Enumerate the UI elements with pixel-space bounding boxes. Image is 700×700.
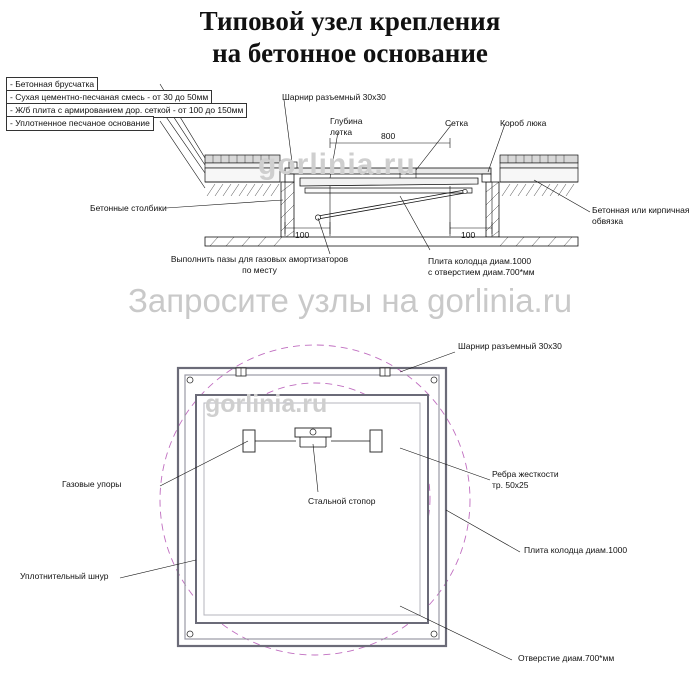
- dimension-left: 100: [295, 230, 310, 240]
- watermark-top: gorlinia.ru: [258, 148, 416, 181]
- dimension-right: 100: [461, 230, 476, 240]
- callout-mesh: Сетка: [445, 118, 469, 128]
- title-line-1: Типовой узел крепления: [199, 6, 501, 36]
- dimension-center: 800: [381, 131, 396, 141]
- ground-layers-right: [500, 155, 578, 196]
- callout-brick-binding: Бетонная или кирпичная обвязка: [592, 205, 690, 226]
- callout-opening: Отверстие диам.700*мм: [518, 653, 615, 663]
- callout-gas-stays: Газовые упоры: [62, 479, 122, 489]
- watermark-bottom: gorlinia.ru: [205, 390, 328, 418]
- legend-item-sand-base: - Уплотненное песчаное основание: [6, 116, 154, 131]
- callout-steel-stopper: Стальной стопор: [308, 496, 376, 506]
- callout-hatch-box: Короб люка: [500, 118, 547, 128]
- callout-hinge-plan: Шарнир разъемный 30х30: [458, 341, 562, 351]
- title-line-2: на бетонное основание: [212, 37, 488, 68]
- callout-gas-springs-note: Выполнить пазы для газовых амортизаторов по месту: [170, 254, 349, 275]
- watermark-middle: Запросите узлы на gorlinia.ru: [127, 282, 573, 319]
- callout-seal-cord: Уплотнительный шнур: [20, 571, 109, 581]
- callout-hinge-section: Шарнир разъемный 30х30: [282, 92, 386, 102]
- callout-well-slab-section: Плита колодца диам.1000 с отверстием диам.700*мм: [428, 256, 535, 277]
- callout-well-slab-plan: Плита колодца диам.1000: [524, 545, 628, 555]
- legend-item-rc-slab: - Ж/б плита с армированием дор. сеткой - от 100 до 150мм: [6, 103, 247, 118]
- callout-ribs: Ребра жесткости тр. 50х25: [492, 469, 559, 490]
- callout-concrete-posts: Бетонные столбики: [90, 203, 167, 213]
- well-slab: [205, 237, 578, 246]
- legend-item-paving: - Бетонная брусчатка: [6, 77, 98, 92]
- callout-tray-depth: Глубина лотка: [330, 116, 363, 137]
- legend-item-dry-mix: - Сухая цементно-песчаная смесь - от 30 до 50мм: [6, 90, 212, 105]
